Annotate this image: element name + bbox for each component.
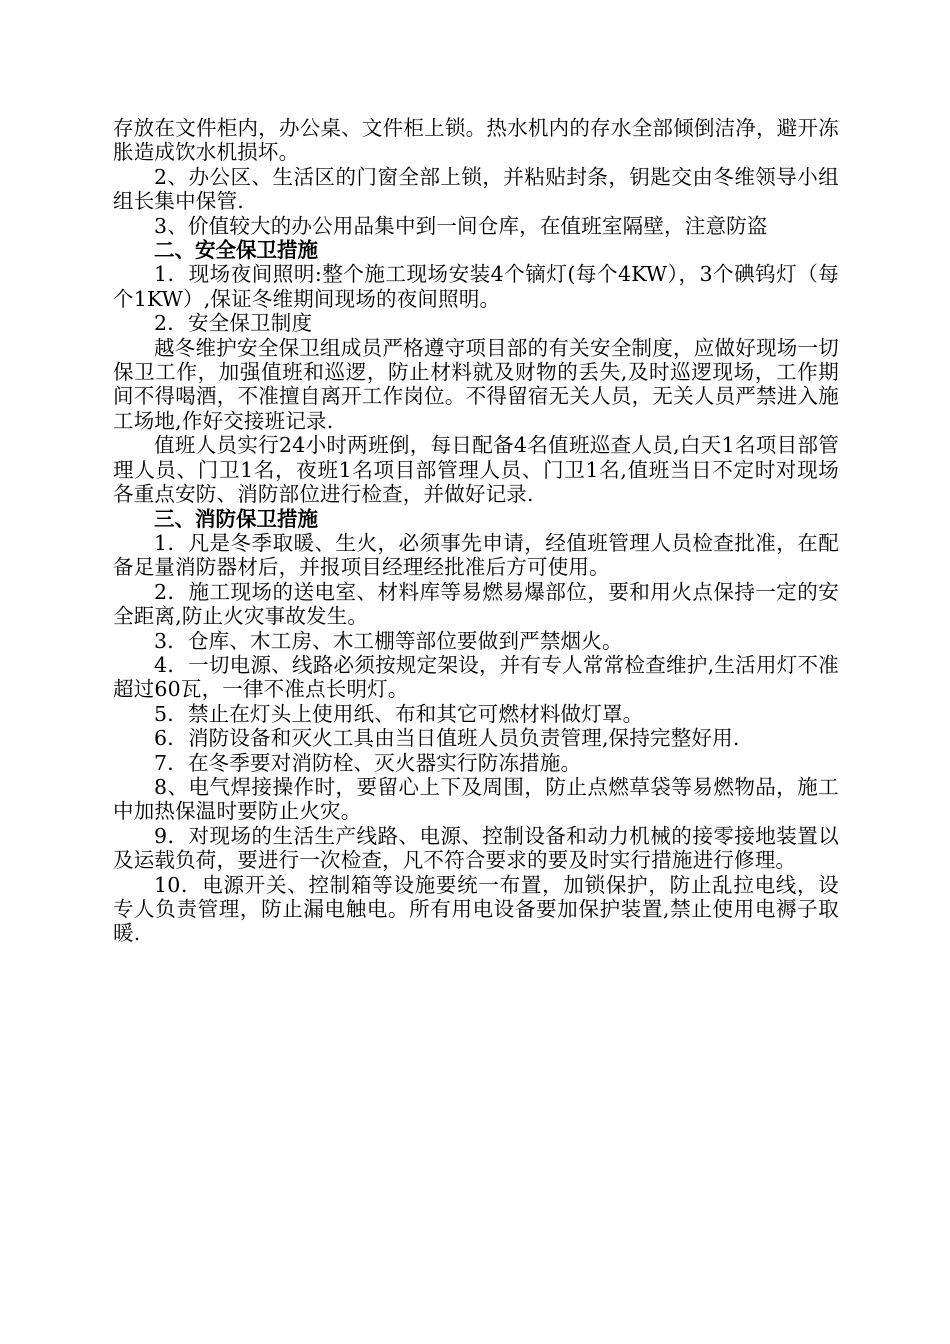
paragraph-fire-8: 8、电气焊接操作时，要留心上下及周围，防止点燃草袋等易燃物品，施工中加热保温时要防止火灾。 [113,774,839,824]
paragraph-security-duties: 越冬维护安全保卫组成员严格遵守项目部的有关安全制度，应做好现场一切保卫工作，加强值班和巡逻，防止材料就及财物的丢失,及时巡逻现场，工作期间不得喝酒，不准擅自离开工作岗位。不得留宿无关人员，无关人员严禁进入施工场地,作好交接班记录. [113,335,839,433]
paragraph-duty-shifts: 值班人员实行24小时两班倒，每日配备4名值班巡查人员,白天1名项目部管理人员、门卫1名，夜班1名项目部管理人员、门卫1名,值班当日不定时对现场各重点安防、消防部位进行检查，并做好记录. [113,433,839,507]
paragraph-fire-7: 7．在冬季要对消防栓、灭火器实行防冻措施。 [154,750,582,775]
paragraph-fire-2: 2．施工现场的送电室、材料库等易燃易爆部位，要和用火点保持一定的安全距离,防止火灾事故发生。 [113,579,839,629]
paragraph-valuables: 3、价值较大的办公用品集中到一间仓库，在值班室隔壁，注意防盗 [154,213,768,238]
paragraph-fire-4: 4．一切电源、线路必须按规定架设，并有专人常常检查维护,生活用灯不准超过60瓦，一律不准点长明灯。 [113,652,839,702]
section-heading-security: 二、安全保卫措施 [154,238,318,263]
paragraph-fire-6: 6．消防设备和灭火工具由当日值班人员负责管理,保持完整好用. [154,726,740,751]
paragraph-night-lighting: 1．现场夜间照明:整个施工现场安装4个镝灯(每个4KW），3个碘钨灯（每个1KW）,保证冬维期间现场的夜间照明。 [113,262,839,311]
paragraph-fire-5: 5．禁止在灯头上使用纸、布和其它可燃材料做灯罩。 [154,701,644,726]
paragraph-storage-cabinet: 存放在文件柜内，办公桌、文件柜上锁。热水机内的存水全部倾倒洁净，避开冻胀造成饮水机损坏。 [113,116,839,165]
paragraph-fire-1: 1．凡是冬季取暖、生火，必须事先申请，经值班管理人员检查批准，在配备足量消防器材后，并报项目经理经批准后方可使用。 [113,530,839,580]
document-page [113,116,839,946]
paragraph-security-system-title: 2．安全保卫制度 [154,311,313,336]
paragraph-fire-3: 3．仓库、木工房、木工棚等部位要做到严禁烟火。 [154,628,623,653]
paragraph-doors-windows: 2、办公区、生活区的门窗全部上锁，并粘贴封条，钥匙交由冬维领导小组组长集中保管. [113,164,839,214]
section-heading-fire: 三、消防保卫措施 [154,506,318,531]
paragraph-fire-9: 9．对现场的生活生产线路、电源、控制设备和动力机械的接零接地装置以及运载负荷，要进行一次检查，凡不符合要求的要及时实行措施进行修理。 [113,823,839,873]
paragraph-fire-10: 10．电源开关、控制箱等设施要统一布置，加锁保护，防止乱拉电线，设专人负责管理，防止漏电触电。所有用电设备要加保护装置,禁止使用电褥子取暖. [113,872,839,946]
